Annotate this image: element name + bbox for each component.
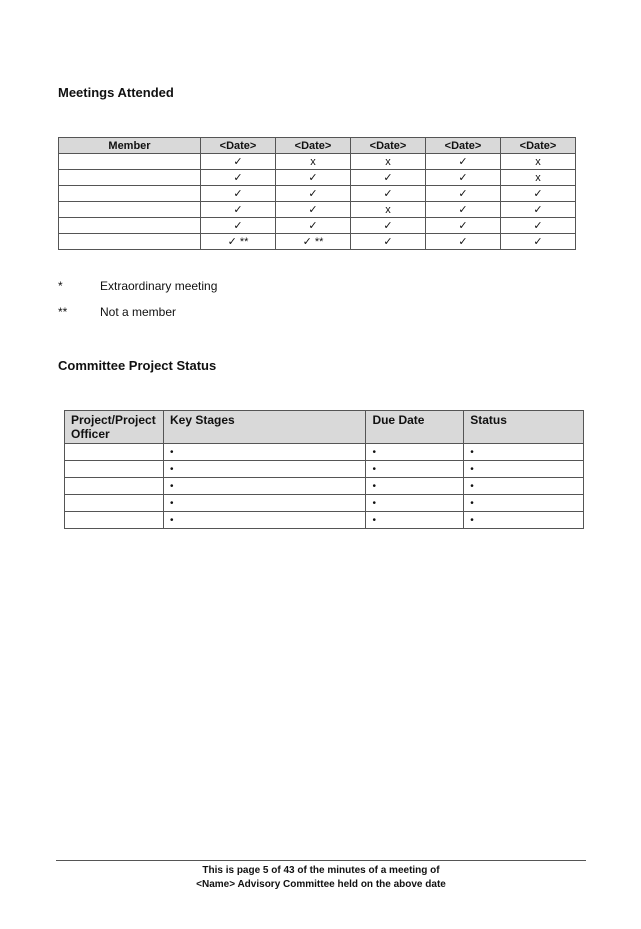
member-header: Member [59, 138, 201, 154]
date-header: <Date> [501, 138, 576, 154]
project-row [65, 512, 584, 529]
due-date-cell: • [366, 478, 464, 495]
attendance-cell: ✓ [276, 202, 351, 218]
project-officer-cell [65, 512, 164, 529]
meetings-attended-heading: Meetings Attended [58, 85, 174, 100]
attendance-cell: x [351, 202, 426, 218]
project-header-row [65, 411, 584, 444]
member-cell [59, 202, 201, 218]
status-cell: • [464, 444, 584, 461]
attendance-cell: ✓ [201, 170, 276, 186]
project-row [65, 444, 584, 461]
attendance-cell: x [351, 154, 426, 170]
status-header: Status [464, 411, 584, 444]
note-not-member [58, 305, 176, 319]
attendance-row [59, 234, 576, 250]
footer-line-2: <Name> Advisory Committee held on the above date [196, 879, 446, 890]
project-row [65, 478, 584, 495]
attendance-cell: ✓ [501, 186, 576, 202]
attendance-cell: ✓ [201, 202, 276, 218]
project-officer-cell [65, 444, 164, 461]
due-date-cell: • [366, 495, 464, 512]
project-status-table [64, 410, 584, 529]
note-extraordinary [58, 279, 217, 293]
attendance-cell: ✓ [201, 218, 276, 234]
status-cell: • [464, 461, 584, 478]
attendance-row [59, 186, 576, 202]
project-officer-cell [65, 495, 164, 512]
attendance-cell: ✓ [426, 170, 501, 186]
attendance-cell: ✓ [276, 218, 351, 234]
attendance-row [59, 170, 576, 186]
attendance-cell: ✓ [501, 218, 576, 234]
attendance-row [59, 202, 576, 218]
member-cell [59, 170, 201, 186]
attendance-cell: ✓ [426, 202, 501, 218]
status-cell: • [464, 478, 584, 495]
attendance-cell: ✓ [276, 186, 351, 202]
note-text: Extraordinary meeting [100, 279, 218, 293]
key-stages-cell: • [163, 444, 365, 461]
member-cell [59, 218, 201, 234]
key-stages-cell: • [163, 461, 365, 478]
project-officer-header: Project/Project Officer [65, 411, 164, 444]
attendance-cell: ✓ [201, 186, 276, 202]
project-status-heading: Committee Project Status [58, 358, 217, 373]
attendance-cell: x [276, 154, 351, 170]
due-date-cell: • [366, 444, 464, 461]
project-officer-cell [65, 478, 164, 495]
due-date-cell: • [366, 512, 464, 529]
key-stages-header: Key Stages [163, 411, 365, 444]
status-cell: • [464, 495, 584, 512]
attendance-cell: ✓ [351, 234, 426, 250]
attendance-cell: ✓ [351, 218, 426, 234]
note-text: Not a member [100, 305, 177, 319]
attendance-table [58, 137, 576, 250]
attendance-cell: ✓ [426, 154, 501, 170]
attendance-cell: ✓ ** [201, 234, 276, 250]
footer-line-1: This is page 5 of 43 of the minutes of a meeting of [202, 865, 440, 876]
attendance-cell: ✓ [351, 170, 426, 186]
date-header: <Date> [276, 138, 351, 154]
key-stages-cell: • [163, 478, 365, 495]
status-cell: • [464, 512, 584, 529]
date-header: <Date> [351, 138, 426, 154]
date-header: <Date> [426, 138, 501, 154]
attendance-cell: ✓ [426, 234, 501, 250]
member-cell [59, 154, 201, 170]
note-symbol: ** [58, 305, 68, 319]
footer-divider [56, 860, 586, 861]
member-cell [59, 234, 201, 250]
attendance-row [59, 218, 576, 234]
attendance-row [59, 154, 576, 170]
due-date-header: Due Date [366, 411, 464, 444]
project-officer-cell [65, 461, 164, 478]
key-stages-cell: • [163, 495, 365, 512]
attendance-cell: ✓ [351, 186, 426, 202]
project-row [65, 461, 584, 478]
attendance-cell: ✓ ** [276, 234, 351, 250]
attendance-header-row [59, 138, 576, 154]
attendance-cell: ✓ [201, 154, 276, 170]
member-cell [59, 186, 201, 202]
page-footer [56, 864, 586, 892]
project-row [65, 495, 584, 512]
attendance-cell: ✓ [276, 170, 351, 186]
date-header: <Date> [201, 138, 276, 154]
attendance-cell: ✓ [426, 218, 501, 234]
attendance-cell: ✓ [426, 186, 501, 202]
due-date-cell: • [366, 461, 464, 478]
attendance-cell: x [501, 154, 576, 170]
attendance-cell: ✓ [501, 234, 576, 250]
attendance-cell: ✓ [501, 202, 576, 218]
key-stages-cell: • [163, 512, 365, 529]
note-symbol: * [58, 279, 63, 293]
attendance-cell: x [501, 170, 576, 186]
